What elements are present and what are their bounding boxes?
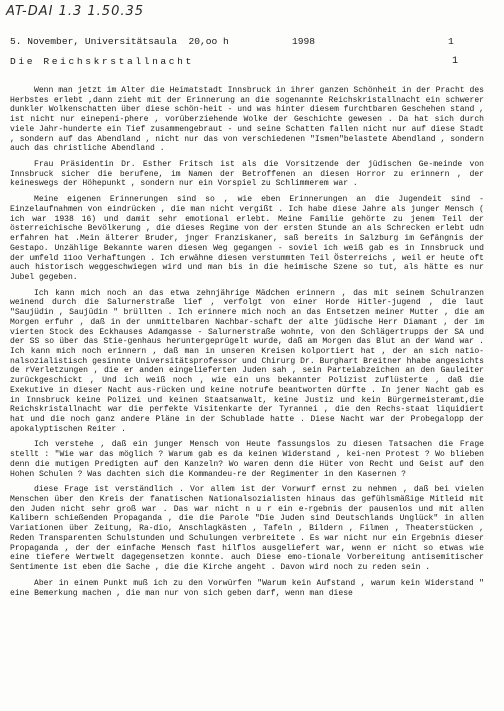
header-date: 5. November, Universitätsaula 20,oo h [10, 36, 229, 47]
paragraph: Ich verstehe , daß ein junger Mensch von Heute fassungslos zu diesen Tatsachen die Frage stellt : "Wie war das möglich ? Warum gab es da keinen Widerstand , kei-nen Protest ? Wo blieben denn die mutigen Predigten auf den Kanzeln? Wo waren denn die Hüter von Recht und Geist auf den Hohen Schulen ? Was dachten sich die Kommandeu-re der Regimenter in den Kasernen ? [10, 440, 484, 479]
paragraph: Meine eigenen Erinnerungen sind so , wie eben Erinnerungen an die Jugendeit sind - Einzelaufnahmen von eindrücken , die man nicht vergißt . Ich habe diese Jahre als junger Mensch ( ich war 1938 16) und damit sehr emotional erlebt. Meine Familie gehörte zu jenem Teil der österreichische Bevölkerung , die dieses Regime von der ersten Stunde an als Schrecken erlebt udn erfahren hat .Mein älterer Bruder, jnger Franziskaner, saß bereits in Salzburg im Gefängnis der Gestapo. Unzählige Bekannte waren diesen Weg gegangen - soviel ich weiß gab es in Innsbruck und der umfeld 11oo Verhaftungen . Ich erwähne diesen verstummten Teil Österreichs , weil er heute oft auch historisch weggeschwiegen wird und man bis in die heimische Szene so tut, als hätte es nur Jubel gegeben. [10, 195, 484, 282]
paragraph: Aber in einem Punkt muß ich zu den Vorwürfen "Warum kein Aufstand , warum kein Widerstand " eine Bemerkung machen , die man nur von sich geben darf, wenn man diese [10, 578, 484, 598]
document-body [10, 86, 484, 598]
header-year: 1998 [292, 36, 316, 47]
paragraph: Wenn man jetzt im Alter die Heimatstadt Innsbruck in ihrer ganzen Schönheit in der Pracht des Herbstes erlebt ,dann zieht mit der Erinnerung an die sogenannte Reichskristallnacht ein schwerer dunkler Wolkenschatten über diese schön-heit - und was hinter diesem furchtbaren Geschehen stand , ist nicht nur einepeni-phere , vorüberziehende Wolke der Geschichte gewesen . Da hat sich durch viele Jahr-hunderte ein Tief zusammengebraut - und seine Schatten fallen nicht nur auf diese Stadt , sondern auf das Abendland , nicht nur das von verschiedenen "Ismen"belastete Abendland , sondern auch das christliche Abendland . [10, 86, 484, 154]
paragraph: Frau Präsidentin Dr. Esther Fritsch ist als die Vorsitzende der jüdischen Ge-meinde von Innsbruck sicher die berufene, im Namen der Betroffenen an diesen Horror zu erinnern , der keineswegs der Höhepunkt , sondern nur ein Vorspiel zu Schlimmerem war . [10, 160, 484, 189]
header-page-number: 1 [448, 36, 454, 47]
document-title: Die Reichskrstallnacht [10, 56, 194, 67]
archive-stamp: AT-DAI 1.3 1.50.35 [6, 4, 145, 19]
paragraph: Ich kann mich noch an das etwa zehnjährige Mädchen erinnern , das mit seinem Schulranzen weinend durch die Salurnerstraße lief , verfolgt von einer Horde Hitler-jugend , die laut "Saujüdin , Saujüdin " brüllten . Ich erinnere mich noch an das Entsetzen meiner Mutter , die am Morgen erfuhr , daß in der unmittelbaren Nachbar-schaft der alte jüdische Herr Diamant , der im vierten Stock des Eckhauses Adamgasse - Salurnerstraße wohnte, von den Schlägertrupps der SA und der SS so über das Stie-genhaus heruntergeprügelt wurde, daß am Morgen das Blut an der Wand war . Ich kann mich noch erinnern , daß man in unseren Kreisen kolportiert hat , der an sich natio-nalsozialistisch gesinnte Universitätsprofessor und Chirurg Dr. Burghart Breitner hhabe angesichts de rVerletzungen , die er anden eingelieferten Juden sah , sein Parteiabzeichen an den Gauleiter zurückgeschickt , Und ich weiß noch , wie ein uns bekannter Polizist zuflüsterte , daß die Exekutive in dieser Nacht aus-rücken und keine notrufe beantworten dürfte . In jener Nacht gab es in Innsbruck keine Polizei und keinen Staatsanwalt, keine Justiz und kein Bürgermeisteramt,die Reichskristallnacht war die perfekte Visitenkarte der Tyrannei , die den Rechs-staat liquidiert hat und die noch ganz andere Pläne in der Schublade hatte . Diese Nacht war der Probegalopp der apokalyptischen Reiter . [10, 288, 484, 434]
paragraph: diese Frage ist verständlich . Vor allem ist der Vorwurf ernst zu nehmen , daß bei vielen Menschen über den Kreis der fanatischen Nationalsozialisten hinaus das gefühlsmäßige Mitleid mit den Juden nicht sehr groß war . Das war nicht n u r ein e-rgebnis der pausenlos und mit allen Kalibern schießenden Propaganda , die die Parole "Die Juden sind Deutschlands Unglück" in allen Variationen über Zeitung, Ra-dio, Anschlagkästen , Tafeln , Bildern , Filmen , Theaterstücken , Reden Transparenten Schulstunden und Schulungen verbreitete . Es war nicht nur ein Ergebnis dieser Propaganda , der der einfache Mensch fast hilflos ausgeliefert war, wenn er nicht so etwas wie eine tiefere Wertwelt dagegensetzen konnte. auch Diese emo-tionale Vorbereitung antisemitischer Sentimente ist eben die Sache , die die Kirche angeht . Davon wird noch zu reden sein . [10, 485, 484, 573]
page-number: 1 [452, 56, 459, 67]
